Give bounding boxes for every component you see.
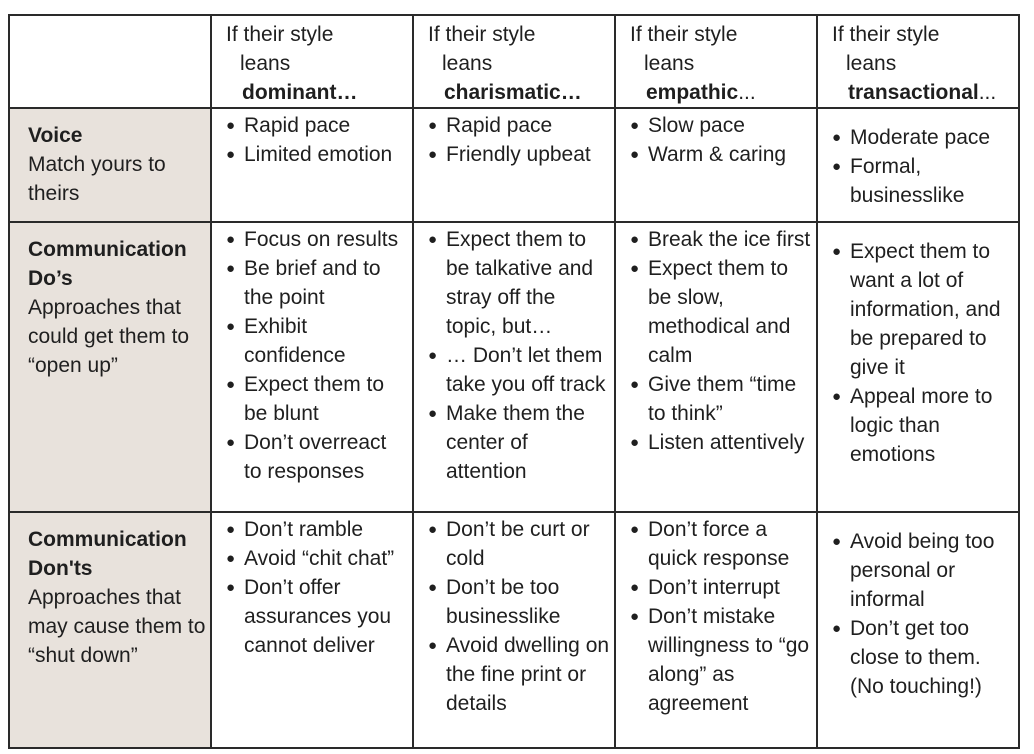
header-cell-empathic [615,15,817,108]
list-item-text: Don’t be too businesslike [446,576,561,628]
bullet-icon: ● [428,579,438,596]
list-item-text: Don’t overreact to responses [244,431,387,483]
bullet-list [212,223,412,486]
bullet-icon: ● [226,318,236,335]
list-item [226,370,408,428]
list-item [630,602,812,718]
header-row [9,15,1019,108]
header-line: If their style [832,23,940,46]
body-cell [413,512,615,748]
bullet-icon: ● [630,260,640,277]
list-item-text: Don’t get too close to them. (No touching!) [850,617,982,698]
header-line: If their style [630,23,738,46]
bullet-icon: ● [428,521,438,538]
header-line: leans [846,52,897,75]
list-item [630,254,812,370]
bullet-list [414,109,614,169]
list-item-text: Focus on results [244,228,399,251]
header-line: leans [240,52,291,75]
bullet-list [414,223,614,486]
bullet-icon: ● [428,117,438,134]
row-communication-dos [9,222,1019,512]
bullet-icon: ● [428,637,438,654]
bullet-icon: ● [630,521,640,538]
list-item [226,515,408,544]
list-item [630,428,812,457]
body-cell [413,222,615,512]
list-item-text: Appeal more to logic than emotions [850,385,993,466]
list-item [428,631,610,718]
body-cell [211,108,413,222]
bullet-icon: ● [226,117,236,134]
bullet-icon: ● [226,231,236,248]
list-item-text: Make them the center of attention [446,402,585,483]
list-item [428,225,610,341]
list-item [226,254,408,312]
body-cell [817,512,1019,748]
bullet-icon: ● [226,146,236,163]
list-item [832,237,1014,382]
list-item [832,527,1014,614]
list-item [832,614,1014,701]
header-corner-cell [9,15,211,108]
header-ellipsis: ... [738,81,756,104]
list-item-text: Warm & caring [648,143,787,166]
list-item [630,111,812,140]
row-label-cell [9,222,211,512]
list-item [226,573,408,660]
list-item-text: Don’t interrupt [648,576,780,599]
list-item [832,382,1014,469]
list-item [630,225,812,254]
body-cell [817,108,1019,222]
bullet-list [414,513,614,718]
list-item [428,515,610,573]
bullet-list [212,513,412,660]
bullet-icon: ● [630,434,640,451]
header-style-name: empathic [646,81,739,104]
row-description: Approaches that could get them to “open up” [28,296,190,377]
bullet-icon: ● [630,231,640,248]
list-item-text: Moderate pace [850,126,991,149]
list-item-text: Break the ice first [648,228,811,251]
body-cell [817,222,1019,512]
list-item-text: Friendly upbeat [446,143,591,166]
list-item-text: Avoid being too personal or informal [850,530,995,611]
list-item [630,515,812,573]
bullet-icon: ● [832,388,842,405]
list-item [630,573,812,602]
bullet-icon: ● [630,579,640,596]
bullet-list [616,513,816,718]
list-item [832,123,1014,152]
header-cell-transactional [817,15,1019,108]
row-title: Communication Don'ts [28,528,187,580]
bullet-icon: ● [630,146,640,163]
row-voice [9,108,1019,222]
list-item [428,573,610,631]
header-line: leans [442,52,493,75]
bullet-icon: ● [226,550,236,567]
list-item-text: Be brief and to the point [244,257,381,309]
list-item-text: Expect them to be talkative and stray off the topic, but… [446,228,594,338]
list-item-text: Expect them to want a lot of information, and be prepared to give it [850,240,1001,379]
list-item [226,140,408,169]
row-communication-donts [9,512,1019,748]
list-item-text: Expect them to be blunt [244,373,385,425]
list-item [226,428,408,486]
list-item [226,225,408,254]
bullet-icon: ● [630,608,640,625]
row-label-cell [9,512,211,748]
list-item-text: Limited emotion [244,143,393,166]
list-item-text: Formal, businesslike [850,155,965,207]
list-item [428,341,610,399]
list-item-text: Don’t mistake willingness to “go along” as agreement [648,605,810,715]
bullet-icon: ● [630,117,640,134]
row-title: Communication Do’s [28,238,187,290]
body-cell [211,222,413,512]
list-item-text: Listen attentively [648,431,805,454]
bullet-icon: ● [428,405,438,422]
bullet-icon: ● [226,579,236,596]
bullet-icon: ● [832,158,842,175]
header-line: leans [644,52,695,75]
body-cell [211,512,413,748]
bullet-icon: ● [226,376,236,393]
list-item-text: Rapid pace [244,114,351,137]
row-label-cell [9,108,211,222]
row-description: Approaches that may cause them to “shut down” [28,586,206,667]
bullet-icon: ● [832,129,842,146]
list-item-text: Don’t ramble [244,518,364,541]
body-cell [413,108,615,222]
bullet-icon: ● [428,231,438,248]
bullet-icon: ● [832,620,842,637]
bullet-list [818,513,1018,701]
bullet-list [616,109,816,169]
list-item-text: Rapid pace [446,114,553,137]
list-item [226,312,408,370]
list-item-text: Avoid “chit chat” [244,547,395,570]
header-style-name: charismatic… [444,81,582,104]
list-item-text: Slow pace [648,114,745,137]
header-style-name: transactional [848,81,979,104]
bullet-icon: ● [428,347,438,364]
bullet-icon: ● [226,521,236,538]
communication-style-table [8,14,1020,749]
header-ellipsis: ... [978,81,997,104]
bullet-icon: ● [630,376,640,393]
bullet-list [818,109,1018,210]
list-item [226,111,408,140]
header-cell-dominant [211,15,413,108]
header-line: If their style [428,23,536,46]
header-line: If their style [226,23,334,46]
list-item-text: Give them “time to think” [648,373,797,425]
bullet-icon: ● [226,434,236,451]
list-item [630,140,812,169]
header-style-name: dominant… [242,81,358,104]
bullet-icon: ● [832,243,842,260]
list-item [428,399,610,486]
list-item [630,370,812,428]
list-item [832,152,1014,210]
list-item-text: Don’t be curt or cold [446,518,590,570]
list-item [226,544,408,573]
bullet-icon: ● [226,260,236,277]
list-item-text: Avoid dwelling on the fine print or details [446,634,610,715]
list-item-text: Don’t offer assurances you cannot deliver [244,576,392,657]
body-cell [615,512,817,748]
header-cell-charismatic [413,15,615,108]
list-item-text: … Don’t let them take you off track [446,344,606,396]
bullet-list [818,223,1018,469]
body-cell [615,222,817,512]
list-item-text: Exhibit confidence [244,315,346,367]
bullet-icon: ● [832,533,842,550]
list-item [428,140,610,169]
list-item-text: Expect them to be slow, methodical and calm [648,257,791,367]
bullet-list [616,223,816,457]
row-title: Voice [28,124,83,147]
list-item-text: Don’t force a quick response [648,518,790,570]
row-description: Match yours to theirs [28,153,166,205]
bullet-list [212,109,412,169]
body-cell [615,108,817,222]
list-item [428,111,610,140]
bullet-icon: ● [428,146,438,163]
